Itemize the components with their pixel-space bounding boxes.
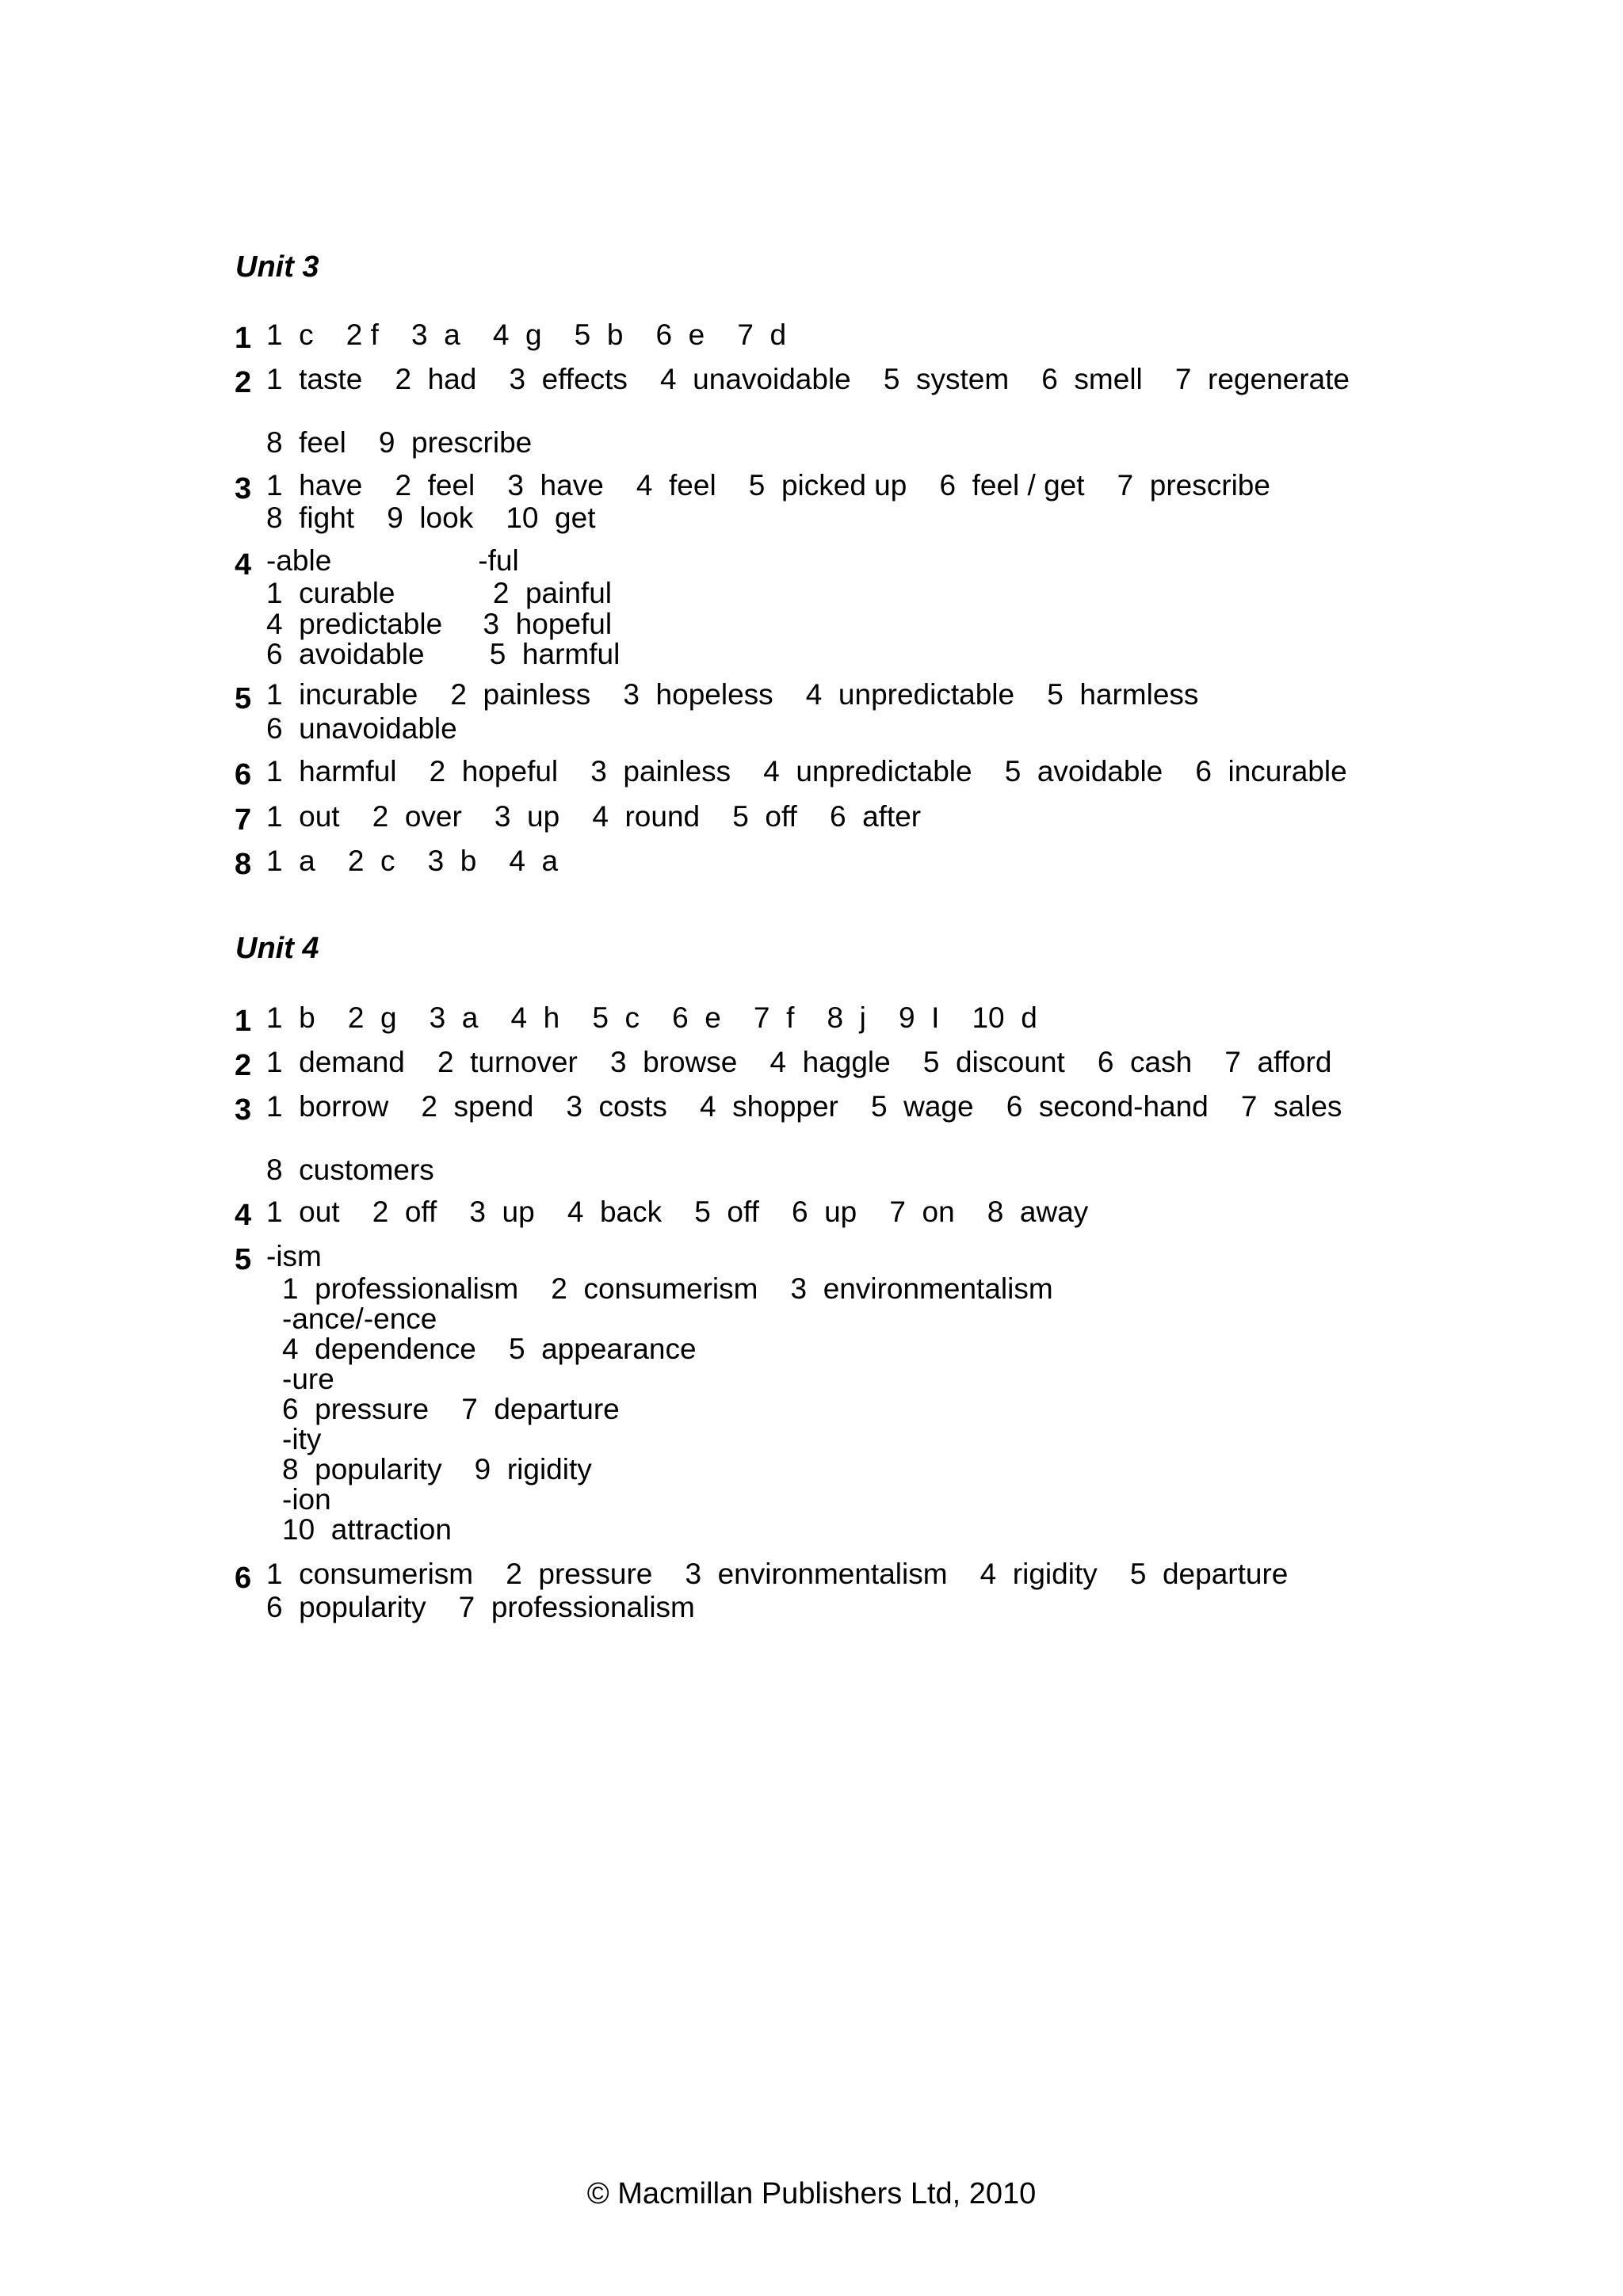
unit-3-title: Unit 3 xyxy=(235,250,319,284)
ending-header: -ion xyxy=(282,1483,331,1516)
exercise-number: 7 xyxy=(235,803,252,837)
answer-line: 4 predictable 3 hopeful xyxy=(266,608,613,640)
exercise-number: 8 xyxy=(235,848,252,881)
answer-line: 8 customers xyxy=(266,1154,434,1186)
answer-line: 6 unavoidable xyxy=(266,712,457,745)
answer-line: 10 attraction xyxy=(282,1513,452,1546)
exercise-number: 3 xyxy=(235,472,252,505)
ending-header: -ure xyxy=(282,1363,334,1395)
copyright-footer: © Macmillan Publishers Ltd, 2010 xyxy=(586,2177,1037,2210)
exercise-number: 5 xyxy=(235,682,252,715)
answer-line: 1 taste 2 had 3 effects 4 unavoidable 5 system 6 smell 7 regenerate xyxy=(266,363,1350,395)
answer-line: 1 out 2 off 3 up 4 back 5 off 6 up 7 on 8 away xyxy=(266,1196,1089,1228)
exercise-number: 2 xyxy=(235,1049,252,1082)
unit-4-title: Unit 4 xyxy=(235,932,319,965)
exercise-number: 4 xyxy=(235,548,252,582)
ending-header: -ism xyxy=(266,1240,322,1272)
answer-line: 4 dependence 5 appearance xyxy=(282,1333,697,1365)
answer-line: -able -ful xyxy=(266,544,519,577)
answer-line: 1 professionalism 2 consumerism 3 environmentalism xyxy=(282,1272,1053,1305)
answer-line: 1 a 2 c 3 b 4 a xyxy=(266,845,559,877)
exercise-number: 1 xyxy=(235,322,252,355)
answer-line: 1 b 2 g 3 a 4 h 5 c 6 e 7 f 8 j 9 I 10 d xyxy=(266,1001,1037,1034)
answer-line: 1 consumerism 2 pressure 3 environmentalism 4 rigidity 5 departure xyxy=(266,1558,1289,1590)
answer-line: 1 curable 2 painful xyxy=(266,577,613,609)
answer-line: 1 borrow 2 spend 3 costs 4 shopper 5 wage 6 second-hand 7 sales xyxy=(266,1090,1342,1123)
exercise-number: 6 xyxy=(235,758,252,791)
exercise-number: 1 xyxy=(235,1005,252,1038)
answer-line: 1 incurable 2 painless 3 hopeless 4 unpredictable 5 harmless xyxy=(266,678,1199,711)
answer-line: 1 c 2 f 3 a 4 g 5 b 6 e 7 d xyxy=(266,318,787,351)
answer-line: 6 popularity 7 professionalism xyxy=(266,1591,695,1623)
answer-line: 8 fight 9 look 10 get xyxy=(266,502,596,534)
answer-line: 1 harmful 2 hopeful 3 painless 4 unpredictable 5 avoidable 6 incurable xyxy=(266,755,1347,788)
exercise-number: 6 xyxy=(235,1562,252,1595)
answer-line: 8 feel 9 prescribe xyxy=(266,426,533,459)
exercise-number: 5 xyxy=(235,1243,252,1276)
answer-line: 1 demand 2 turnover 3 browse 4 haggle 5 discount 6 cash 7 afford xyxy=(266,1046,1332,1078)
exercise-number: 2 xyxy=(235,366,252,399)
answer-line: 8 popularity 9 rigidity xyxy=(282,1453,592,1486)
answer-line: 6 pressure 7 departure xyxy=(282,1393,620,1425)
answer-line: 6 avoidable 5 harmful xyxy=(266,638,621,670)
ending-header: -ance/-ence xyxy=(282,1302,437,1335)
answer-line: 1 out 2 over 3 up 4 round 5 off 6 after xyxy=(266,800,922,833)
exercise-number: 4 xyxy=(235,1199,252,1232)
ending-header: -ity xyxy=(282,1423,322,1455)
exercise-number: 3 xyxy=(235,1093,252,1127)
answer-line: 1 have 2 feel 3 have 4 feel 5 picked up 6 feel / get 7 prescribe xyxy=(266,469,1270,502)
